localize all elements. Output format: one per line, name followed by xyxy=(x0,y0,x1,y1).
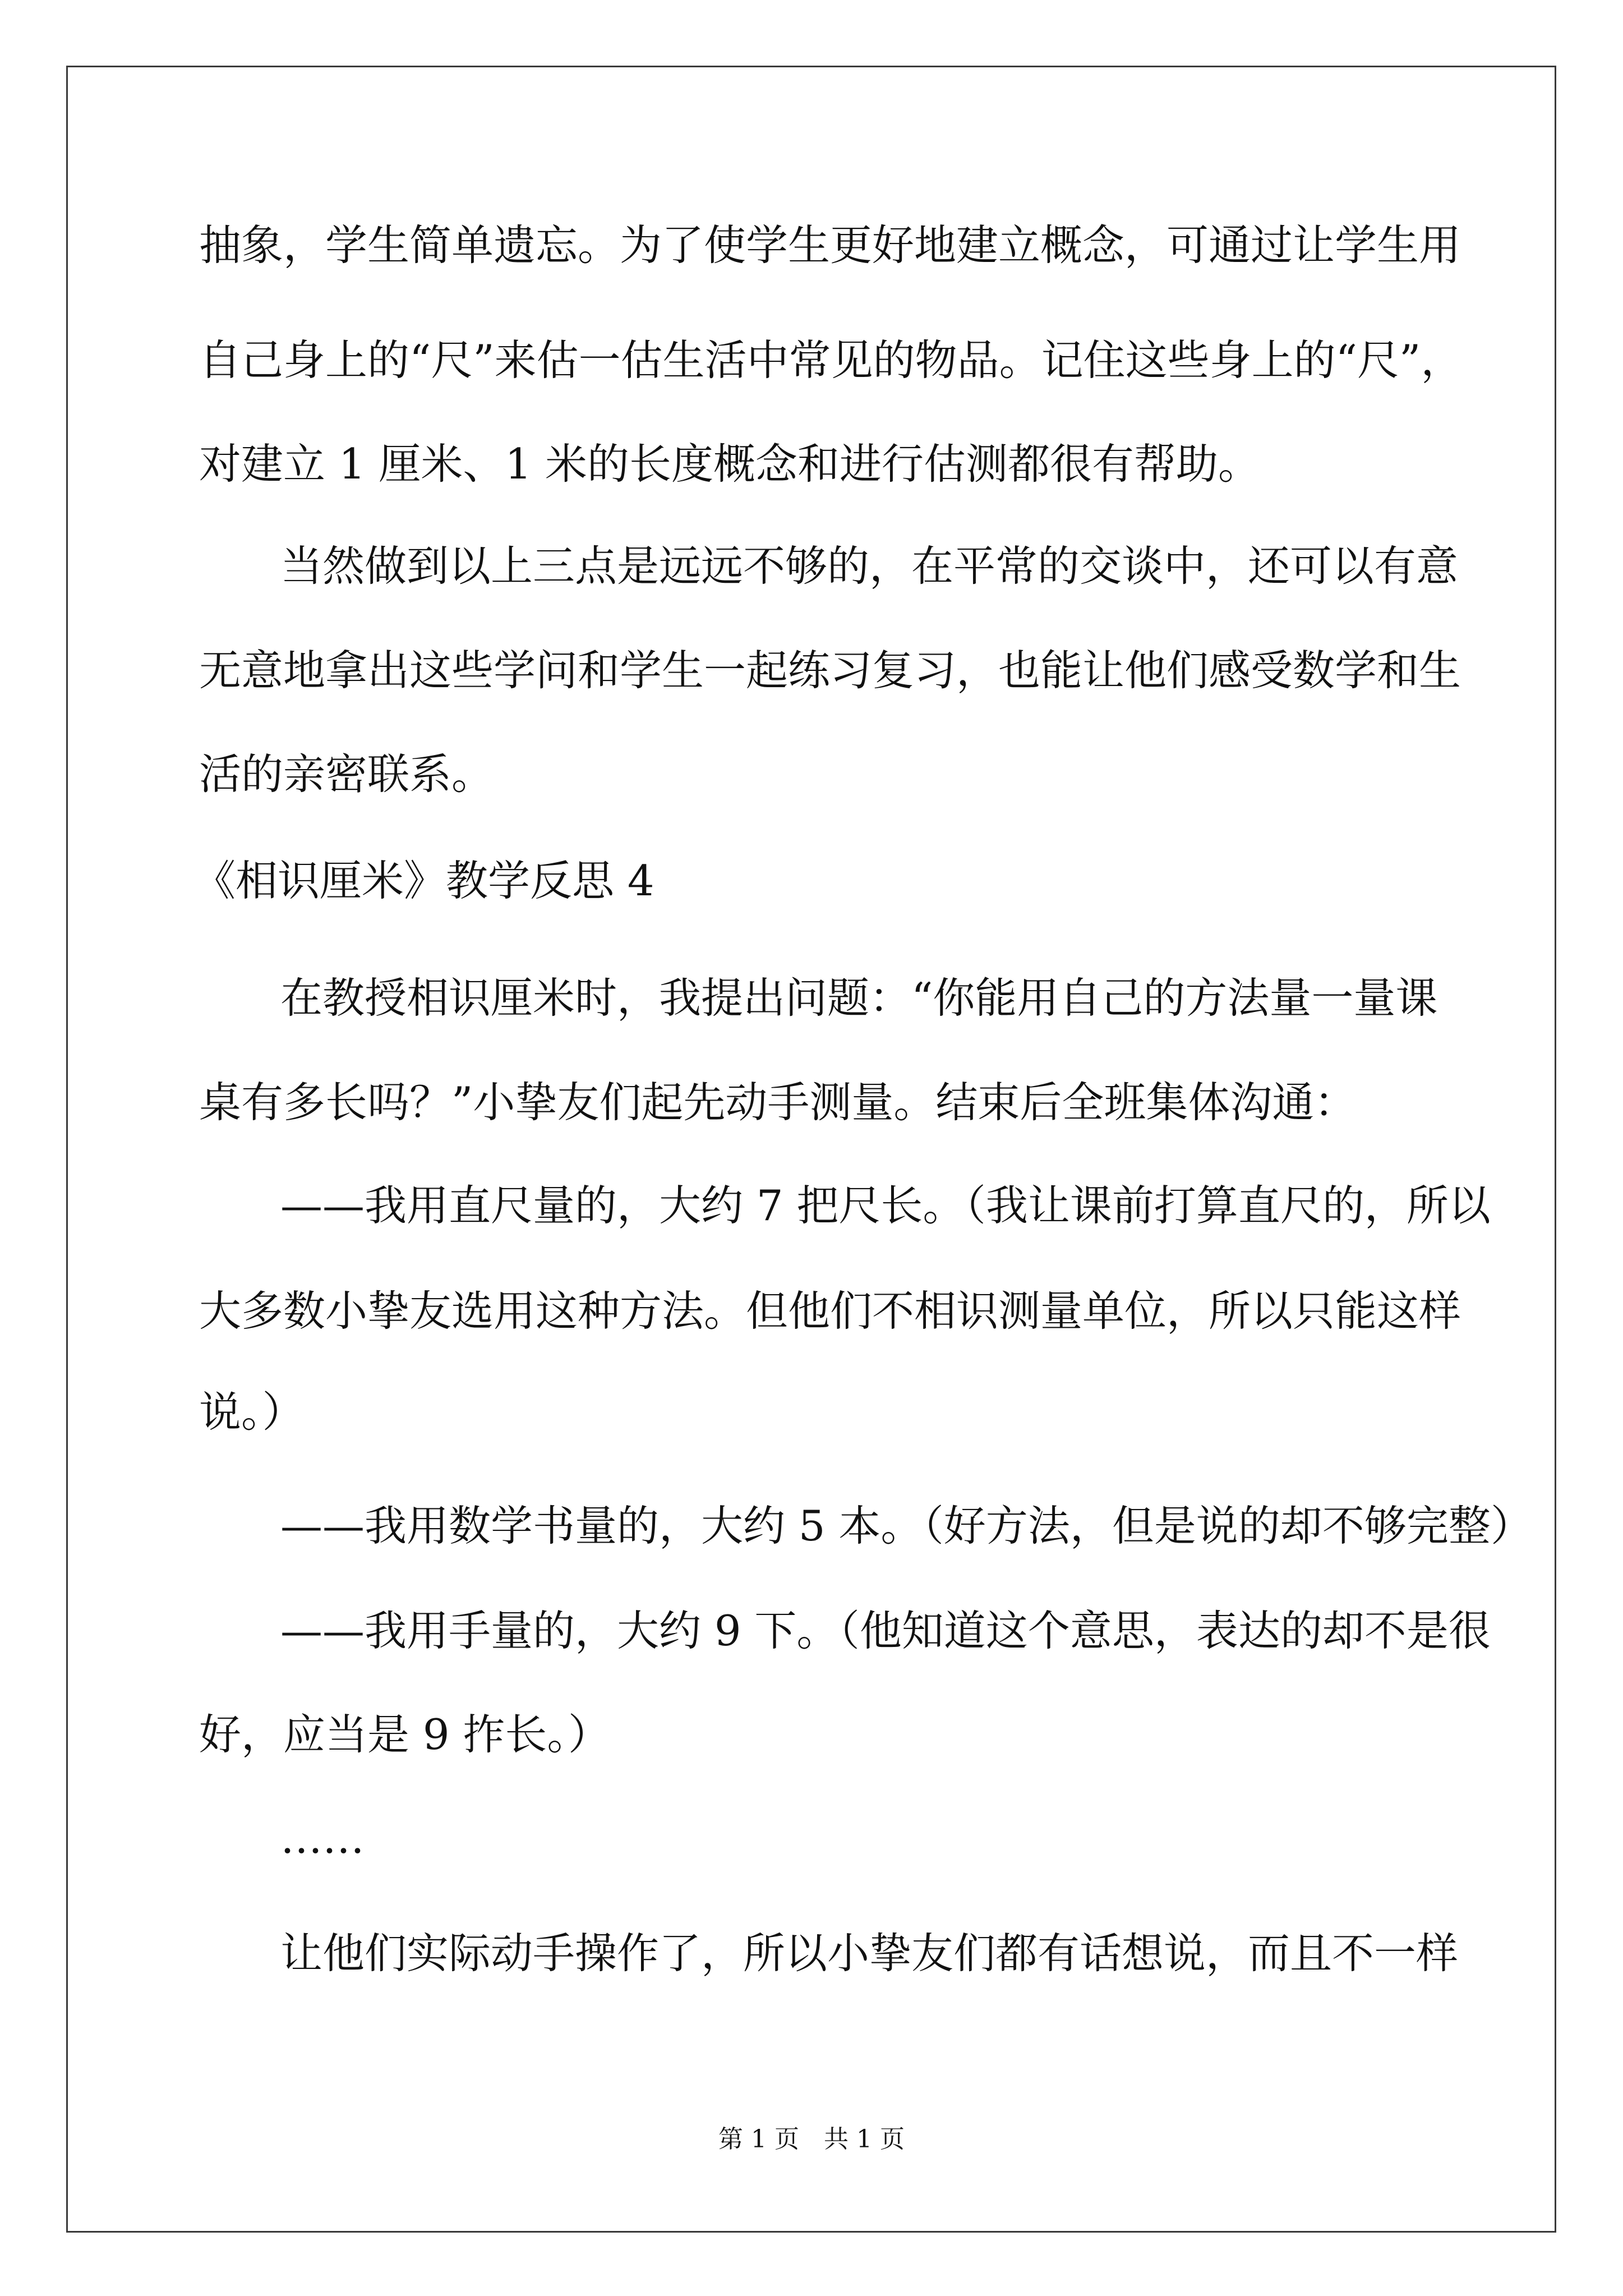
page-border xyxy=(66,66,1556,2233)
line-6: 活的亲密联系。 xyxy=(199,749,494,799)
line-16: …… xyxy=(280,1814,365,1863)
line-8: 在教授相识厘米时，我提出问题：“你能用自己的方法量一量课 xyxy=(280,973,1438,1023)
page-footer: 第 1 页 共 1 页 xyxy=(718,2125,905,2154)
line-12: 说。） xyxy=(199,1387,305,1437)
line-10: ——我用直尺量的，大约 7 把尺长。（我让课前打算直尺的，所以 xyxy=(280,1181,1491,1230)
line-5: 无意地拿出这些学问和学生一起练习复习，也能让他们感受数学和生 xyxy=(199,646,1461,695)
line-11: 大多数小挚友选用这种方法。但他们不相识测量单位，所以只能这样 xyxy=(199,1286,1461,1336)
line-2: 自己身上的“尺”来估一估生活中常见的物品。记住这些身上的“尺”， xyxy=(199,335,1463,385)
section-heading: 《相识厘米》教学反思 4 xyxy=(193,856,654,905)
line-4: 当然做到以上三点是远远不够的，在平常的交谈中，还可以有意 xyxy=(280,541,1459,591)
line-3: 对建立 1 厘米、1 米的长度概念和进行估测都很有帮助。 xyxy=(199,439,1260,489)
line-13: ——我用数学书量的，大约 5 本。（好方法，但是说的却不够完整） xyxy=(280,1501,1533,1550)
line-1: 抽象，学生简单遗忘。为了使学生更好地建立概念，可通过让学生用 xyxy=(199,220,1461,270)
line-9: 桌有多长吗？”小挚友们起先动手测量。结束后全班集体沟通： xyxy=(199,1078,1357,1127)
line-14: ——我用手量的，大约 9 下。（他知道这个意思，表达的却不是很 xyxy=(280,1606,1491,1655)
line-17: 让他们实际动手操作了，所以小挚友们都有话想说，而且不一样 xyxy=(280,1929,1459,1978)
line-15: 好，应当是 9 拃长。） xyxy=(199,1710,610,1759)
